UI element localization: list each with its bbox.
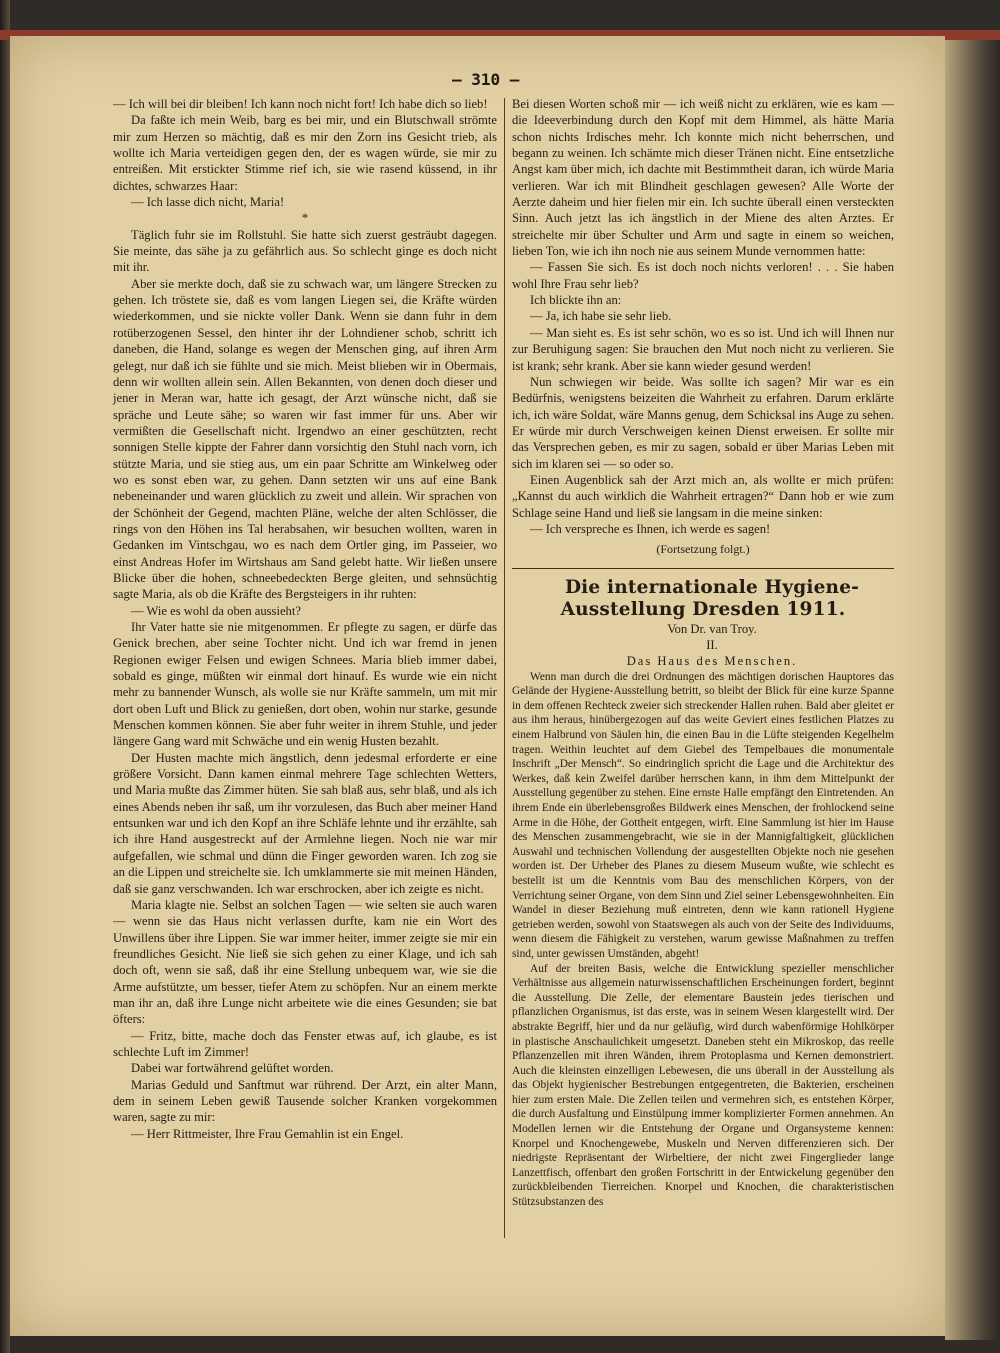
paragraph: Aber sie merkte doch, daß sie zu schwach war, um längere Strecken zu gehen. Ich tröstete sie, daß es vom langen Liegen sei, die Kräfte würden wiederkommen, und sie nickte voller Dank. Wenn sie dann fuhr in dem rotüberzogenen Sessel, den hinter ihr der Lohndiener schob, schritt ich daneben, die Hand, solange es wegen der Menschen ging, auf ihren Arm gelegt, nur daß ich sie fühlte und sie mich. Meist blieben wir in Obermais, denn wir wollten allein sein. Allen Bekannten, von denen doch dieser und jener in Meran war, hatte ich gesagt, der Arzt wünsche nicht, daß sie spräche und Leute sähe; so waren wir fast immer für uns. Aber wir vermißten die Gesellschaft nicht. Irgendwo an einer geschützten, recht sonnigen Stelle kippte der Fahrer dann vorsichtig den Stuhl nach vorn, ich stützte Maria, und sie stieg aus, um ein paar Schritte am Winkelweg oder wo es sonst eben war, zu gehen. Dann setzten wir uns auf eine Bank nebeneinander und waren glücklich zu zweit und allein. Wir sprachen von der Schönheit der Gegend, machten Pläne, welche der alten Schlösser, die rings von den Höhen ins Tal herabsahen, wir besuchen wollten, waren in Gedanken im Vintschgau, wo es nach dem Ortler ging, im Passeier, wo einst Andreas Hofer im Wirtshaus am Sand gelebt hatte. Wir ließen unsere Blicke über die hohen, schneebedeckten Berge gleiten, und sehnsüchtig sagte Maria, als ob die Kräfte des Bergsteigers in ihr ruhten: — [113, 276, 497, 602]
paragraph: — Wie es wohl da oben aussieht? — [131, 603, 301, 618]
paragraph: Wenn man durch die drei Ordnungen des mächtigen dorischen Hauptores das Gelände der Hygiene-Ausstellung betritt, so bleibt der Blick für eine kurze Spanne in dem offenen Rechteck zweier sich streckender Hallen ruhen. Bald aber gleitet er aus ihm heraus, hinübergezogen auf das weite Geviert eines festlichen Platzes zu einem Halbrund von Säulen hin, die einen Bau in die Lüfte steigenden Kegelhelm tragen. Weithin leuchtet auf dem Giebel des Tempelbaues die monumentale Inschrift „Der Mensch“. So eindringlich spricht die Lage und die Architektur des Werkes, daß kein Zweifel darüber herrschen kann, in ihm dem Mittelpunkt der Ausstellung gegenüber zu stehen. Eine ernste Halle empfängt den Eintretenden. An ihrem Ende ein überlebensgroßes Bildwerk eines Menschen, der frohlockend seine Arme in die Höhe, der Gottheit entgegen, wirft. Eine Sammlung ist hier im Hause des Menschen zusammengebracht, wie sie in der Mannigfaltigkeit, glücklichen Auswahl und technischen Vollendung der ausgestellten Objekte noch nie gesehen worden ist. Der Urheber des Planes zu diesem Museum wußte, wie schlecht es bestellt ist um die Kenntnis vom Bau des menschlichen Körpers, von der Verrichtung seiner Organe, von dem Sinn und Ziel seiner Lebensgewohnheiten. Ein Wandel in dieser Beziehung muß eintreten, denn wie kann rationell Hygiene getrieben werden, sowohl von Staatswegen als auch von der Seite des Individuums, wenn diesem die Fähigkeit zu verstehen, warum gewisse Maßnahmen zu treffen sind, unter gewissen Umständen, abgeht! — [512, 670, 894, 960]
column-divider — [504, 98, 505, 1238]
paragraph: Nun schwiegen wir beide. Was sollte ich sagen? Mir war es ein Bedürfnis, wenigstens beizeiten die Wahrheit zu erfahren. Darum erklärte ich, ich wäre Soldat, wäre Manns genug, dem Schicksal ins Auge zu sehen. Er würde mir durch Verschweigen keinen Dienst erweisen. Er sollte mir das Versprechen geben, es mir zu sagen, sobald er über Marias Leben mit sich im klaren sei — so oder so. — [512, 374, 894, 471]
continued-note: (Fortsetzung folgt.) — [656, 542, 750, 557]
paragraph: Dabei war fortwährend gelüftet worden. — [131, 1061, 334, 1076]
section-number: II. — [706, 637, 718, 652]
page-number: — 310 — — [452, 70, 520, 89]
paragraph: Einen Augenblick sah der Arzt mich an, als wollte er mich prüfen: „Kannst du auch wirklich die Wahrheit ertragen?“ Dann hob er wie zum Schlage seine Hand und ließ sie langsam in die meine sinken: — [512, 472, 894, 520]
book-right-edge — [945, 40, 1000, 1340]
paragraph: Ich blickte ihn an: — [530, 293, 622, 308]
right-column — [512, 96, 894, 1210]
paragraph: Marias Geduld und Sanftmut war rührend. Der Arzt, ein alter Mann, dem in seinem Leben gewiß Tausende solcher Kranken vorgekommen waren, sagte zu mir: — [113, 1077, 497, 1125]
paragraph: — Ich lasse dich nicht, Maria! — [131, 195, 285, 210]
paragraph: — Man sieht es. Es ist sehr schön, wo es so ist. Und ich will Ihnen nur zur Beruhigung sagen: Sie brauchen den Mut noch nicht zu verlieren. Sie ist krank; sehr krank. Aber sie kann wieder gesund werden! — [512, 325, 894, 373]
paragraph: Der Husten machte mich ängstlich, denn jedesmal erforderte er eine größere Vorsicht. Dann kamen einmal mehrere Tage schlechten Wetters, und Maria mußte das Zimmer hüten. Sie sah blaß aus, sehr blaß, und als ich eines Abends neben ihr saß, um ihr vorzulesen, das Buch aber meiner Hand entsunken war und ich den Kopf an ihre Schläfe lehnte und ihr erzählte, sah ich ihre Hand ausgestreckt auf der Armlehne liegen. Noch nie war mir aufgefallen, wie schmal und dünn die Finger geworden waren. Ich zog sie an die Lippen und streichelte sie. Ich umklammerte sie mit meinen Händen, daß sie ganz verschwanden. Ich war erschrocken, aber ich zeigte es nicht. — [113, 750, 497, 896]
paragraph: — Ich verspreche es Ihnen, ich werde es sagen! — [530, 521, 771, 536]
left-column — [113, 96, 497, 1142]
paragraph: Da faßte ich mein Weib, barg es bei mir, und ein Blutschwall strömte mir zum Herzen so mächtig, daß es mir den Zorn ins Gesicht trieb, als wollte ich Maria verteidigen gegen den, der es wagen würde, sie mir zu entreißen. Mit erstickter Stimme rief ich, sie wie rasend küssend, in ihr dichtes, schwarzes Haar: — [113, 113, 497, 193]
paragraph: — Fassen Sie sich. Es ist doch noch nichts verloren! . . . Sie haben wohl Ihre Frau sehr lieb? — [512, 260, 894, 291]
paragraph: — Fritz, bitte, mache doch das Fenster etwas auf, ich glaube, es ist schlechte Luft im Zimmer! — [113, 1028, 497, 1059]
article-title: Die internationale Hygiene-Ausstellung Dresden 1911. — [560, 576, 860, 620]
paragraph: Maria klagte nie. Selbst an solchen Tagen — wie selten sie auch waren — wenn sie das Haus nicht verlassen durfte, kam nie ein Wort des Unwillens über ihre Lippen. Sie war immer heiter, immer zeigte sie mir ein freundliches Gesicht. Nie ließ sie sich gehen zu einer Klage, und ich sah doch oft, wenn sie saß, daß ihr eine Stellung unbequem war, wie sie die Arme aufstützte, um besser, tiefer Atem zu schöpfen. Nur an einem merkte man ihr an, daß ihre Lunge nicht arbeitete wie die eines Gesunden; sie bat öfters: — [113, 897, 497, 1027]
article-rule — [512, 568, 894, 569]
section-separator: * — [301, 211, 309, 226]
paragraph: — Ich will bei dir bleiben! Ich kann noch nicht fort! Ich habe dich so lieb! — [113, 97, 488, 111]
paragraph: Auf der breiten Basis, welche die Entwicklung spezieller menschlicher Verhältnisse aus allgemein naturwissenschaftlichen Erscheinungen fordert, beginnt die Ausstellung. Die Zelle, der elementare Baustein jedes tierischen und pflanzlichen Organismus, ist das erste, was in seinem Wesen klargestellt wird. Der abstrakte Begriff, hier und da nur geläufig, wird durch wabenförmige Hohlkörper in plastische Anschaulichkeit umgesetzt. Daneben steht ein Mikroskop, das reelle Pflanzenzellen mit ihren Wänden, ihrem Protoplasma und Kernen demonstriert. Auch die kleinsten einzelligen Lebewesen, die uns überall in der Ausstellung als das Objekt hygienischer Bestrebungen entgegentreten, die Bakterien, erscheinen hier zum ersten Male. Die Zellen teilen und vermehren sich, es entstehen Körper, die durch Ausfaltung und Einstülpung immer komplizierter Formen annehmen. An Modellen lernen wir die Entstehung der Organe und Organsysteme kennen: Knorpel und Knochengewebe, Muskeln und Nerven differenzieren sich. Der niedrigste Repräsentant der Wirbeltiere, der nicht zwei Fingerglieder lange Lanzettfisch, offenbart den großen Fortschritt in der Entwickelung gegenüber den zurückbleibenden Tierreichen. Knorpel und Knochen, die charakteristischen Stützsubstanzen des — [512, 962, 894, 1209]
paragraph: Ihr Vater hatte sie nie mitgenommen. Er pflegte zu sagen, er dürfe das Genick brechen, aber seine Tochter nicht. Und ich war fremd in jenen Regionen ewiger Felsen und ewigen Schnees. Maria blieb immer dabei, sobald es ginge, müßten wir einmal dort hinauf. Es wurde wie ein nicht mehr zu bannender Wunsch, als wolle sie nur Kräfte sammeln, um mit mir dort oben Luft und Blick zu genießen, dort oben, wohin nur starke, gesunde Menschen kommen können. Sie aber fuhr weiter in ihrem Stuhle, und jeder längere Gang ward mit Schwäche und ein wenig Husten bezahlt. — [113, 620, 497, 749]
paragraph: Bei diesen Worten schoß mir — ich weiß nicht zu erklären, wie es kam — die Ideeverbindung durch den Kopf mit dem Himmel, als hätte Maria schon nichts Irdisches mehr. Ich konnte mich nicht beherrschen, und begann zu weinen. Ich schämte mich dieser Tränen nicht. Eine entsetzliche Angst kam über mich, ich dachte mit Bestimmtheit daran, ich würde Maria verlieren. War ich mit Blindheit geschlagen gewesen? Alle Worte der Aerzte daheim und hier fielen mir ein. Ich suchte überall einen versteckten Sinn. Auch jetzt las ich ängstlich in der Miene des alten Arztes. Er streichelte mir über Schulter und Arm und sagte in einem so weichen, lieben Ton, wie ich ihn noch nie aus seinem Munde vernommen hatte: — [512, 97, 894, 259]
book-spine — [0, 0, 10, 1353]
section-title: Das Haus des Menschen. — [626, 654, 798, 669]
paragraph: — Ja, ich habe sie sehr lieb. — [530, 309, 672, 324]
paragraph: — Herr Rittmeister, Ihre Frau Gemahlin ist ein Engel. — [131, 1126, 404, 1141]
article-author: Von Dr. van Troy. — [667, 621, 757, 636]
paragraph: Täglich fuhr sie im Rollstuhl. Sie hatte sich zuerst gesträubt dagegen. Sie meinte, das sähe ja zu gefährlich aus. So schlecht ginge es doch nicht mit ihr. — [113, 227, 497, 275]
